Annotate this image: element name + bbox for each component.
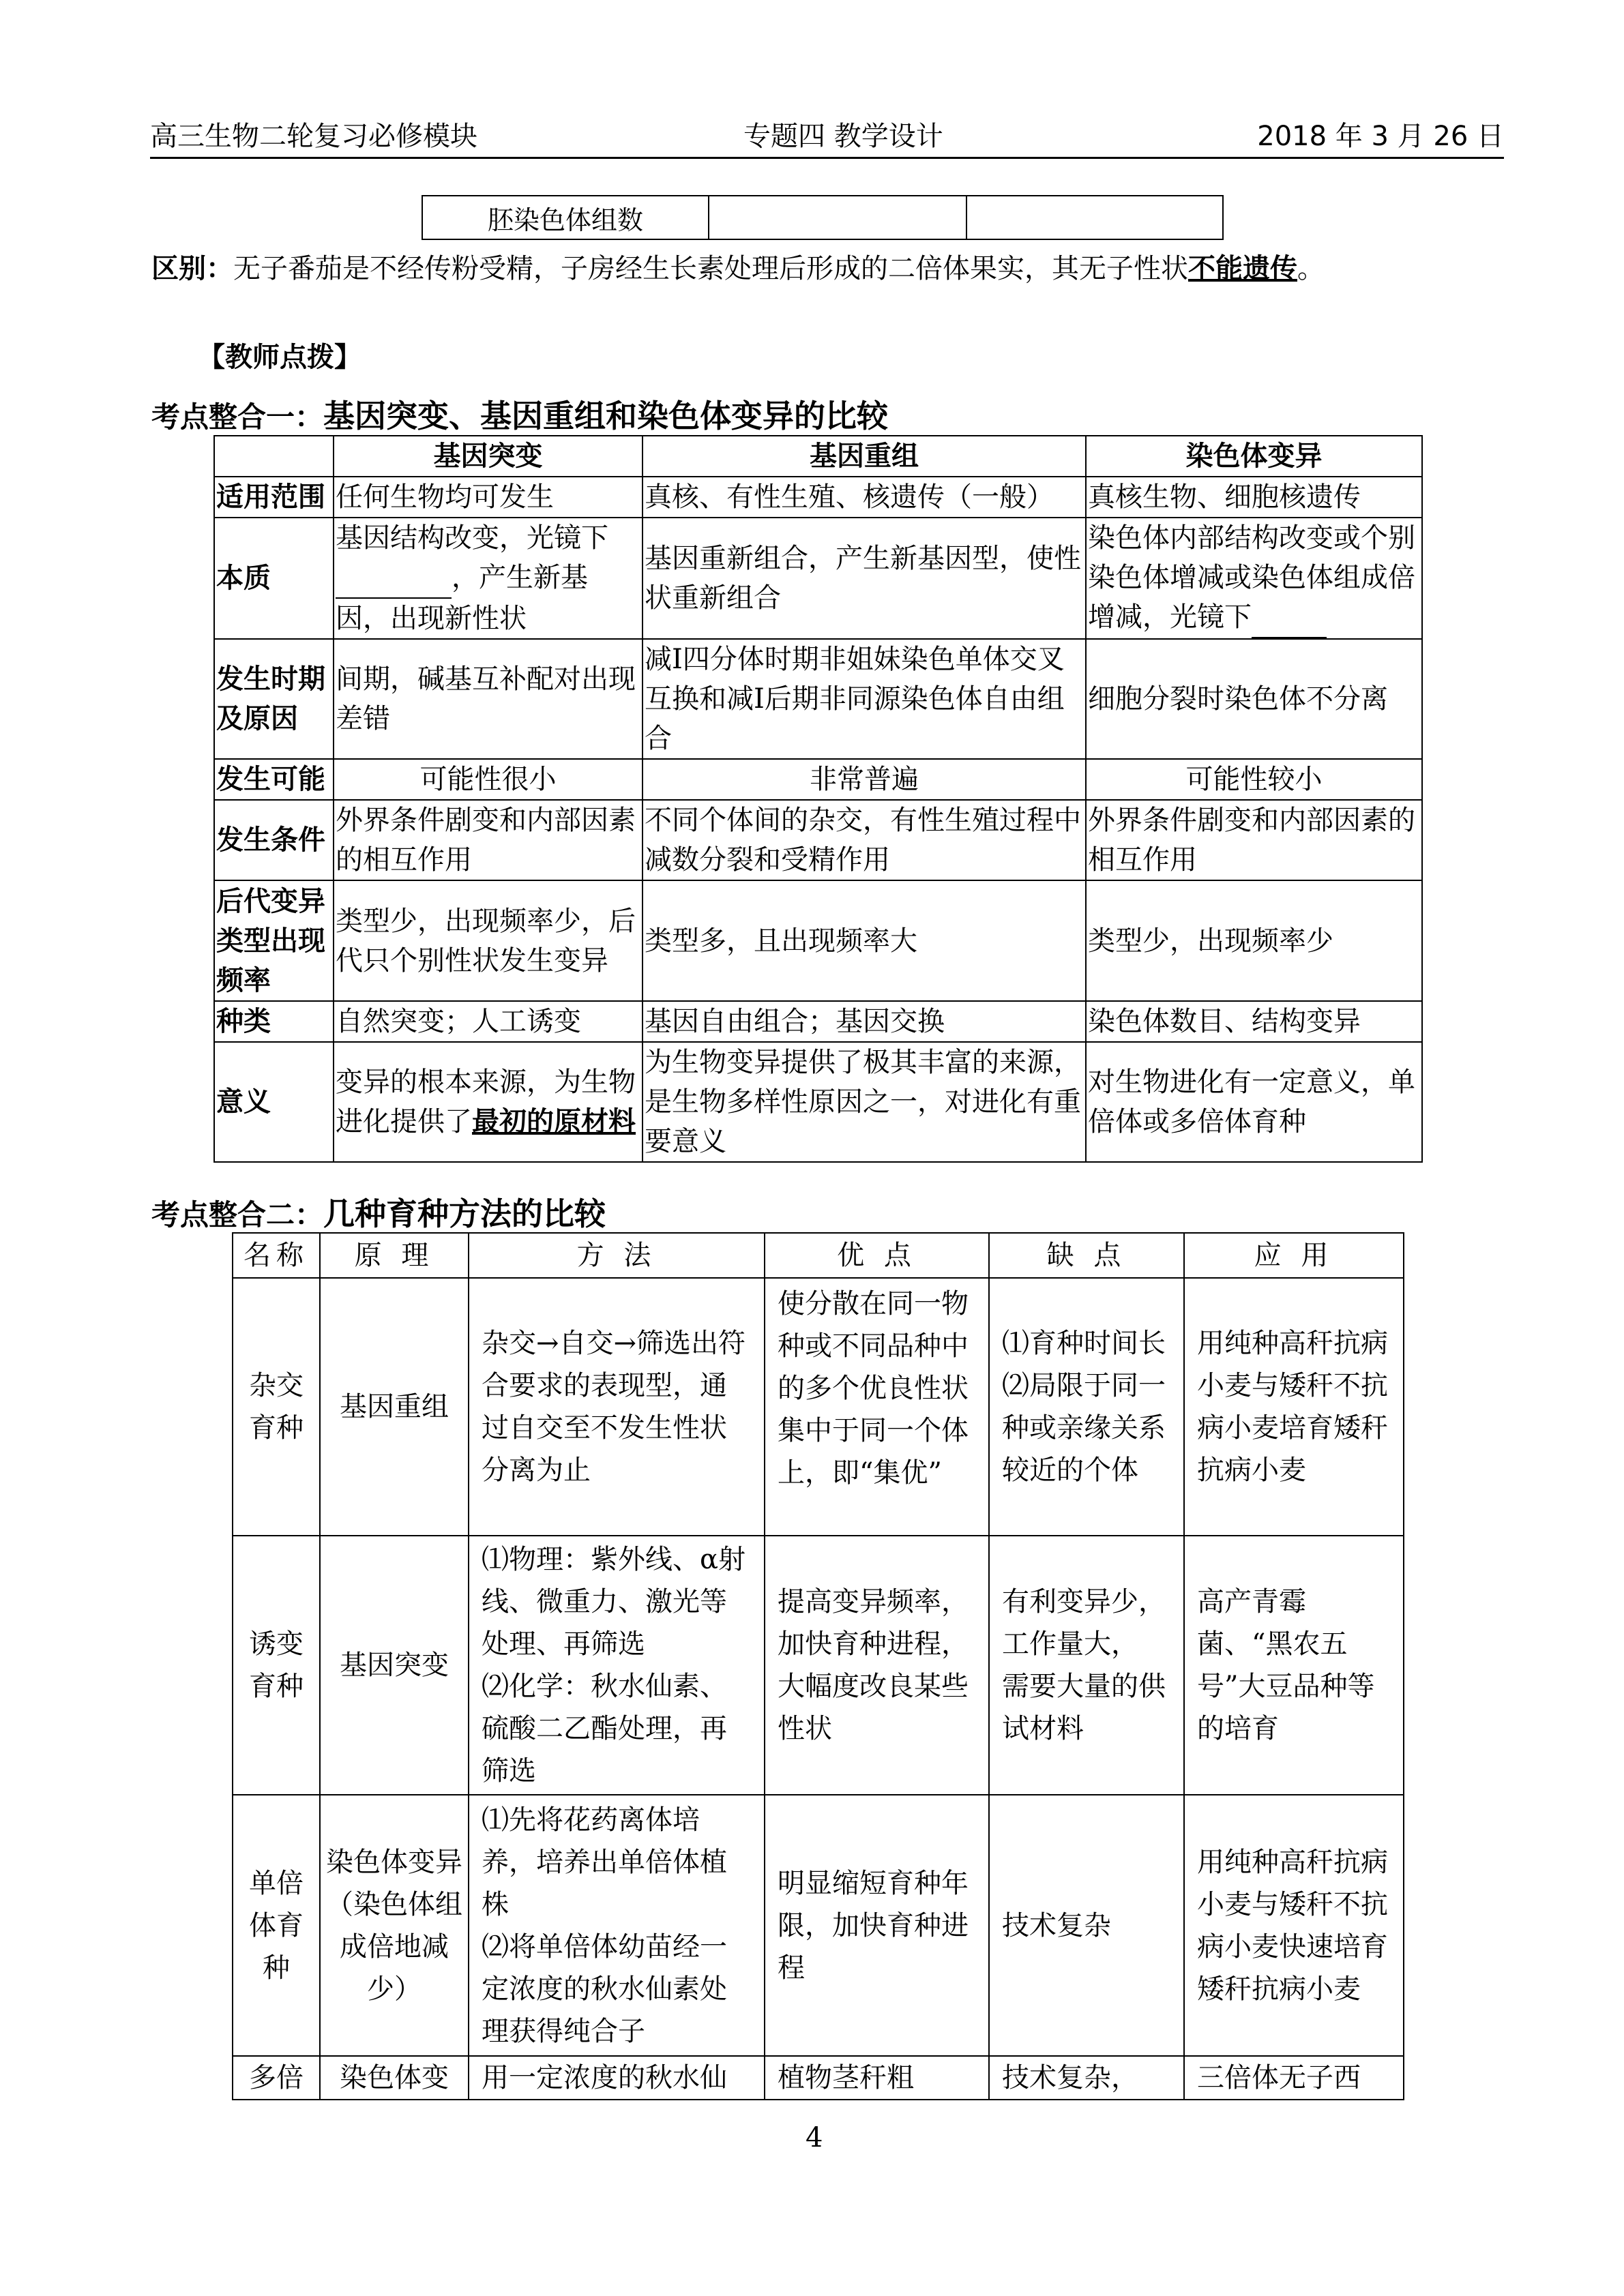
cell: 明显缩短育种年限，加快育种进程 [765,1795,989,2056]
blank-cell [709,196,966,239]
row-label: 意义 [214,1042,334,1162]
row-label: 胚染色体组数 [422,196,709,239]
table-row [233,1278,1404,1536]
cell: ⑴育种时间长 ⑵局限于同一种或亲缘关系较近的个体 [989,1278,1184,1536]
breeding-methods-table [232,1232,1404,2100]
difference-label: 区别： [151,253,233,284]
header-cell: 优 点 [765,1233,989,1278]
header-cell [214,436,334,477]
cell-text: 基因结构改变，光镜下 [336,522,608,554]
table-row [214,1001,1422,1042]
cell: 高产青霉菌、“黑农五号”大豆品种等的培育 [1184,1536,1404,1795]
cell: ⑴物理：紫外线、α射线、微重力、激光等处理、再筛选 ⑵化学：秋水仙素、硫酸二乙酯处理，再筛选 [469,1536,765,1795]
section2-prefix: 考点整合二： [151,1198,324,1232]
row-label: 后代变异类型出现频率 [214,880,334,1001]
cell: 类型少，出现频率少，后代只个别性状发生变异 [334,880,643,1001]
cell: 外界条件剧变和内部因素的相互作用 [1086,800,1422,880]
page-header [150,115,1504,155]
cell: 非常普遍 [643,759,1086,800]
row-label: 本质 [214,518,334,639]
cell: ⑴先将花药离体培养，培养出单倍体植株 ⑵将单倍体幼苗经一定浓度的秋水仙素处理获得纯合子 [469,1795,765,2056]
cell: 基因重新组合，产生新基因型，使性状重新组合 [643,518,1086,639]
table-row [233,1795,1404,2056]
table-row [214,518,1422,639]
header-divider [150,157,1504,159]
table-row [214,800,1422,880]
row-label: 发生时期及原因 [214,639,334,759]
cell-emphasis: 最初的原材料 [472,1106,636,1137]
header-cell: 方 法 [469,1233,765,1278]
fill-blank [336,558,452,599]
cell: 染色体变 [320,2056,469,2100]
cell: 用一定浓度的秋水仙 [469,2056,765,2100]
cell: 基因突变 [320,1536,469,1795]
cell: 对生物进化有一定意义，单倍体或多倍体育种 [1086,1042,1422,1162]
cell: 不同个体间的杂交，有性生殖过程中减数分裂和受精作用 [643,800,1086,880]
table-row [214,1042,1422,1162]
section2-title [151,1189,606,1234]
row-label: 发生可能 [214,759,334,800]
cell: 真核生物、细胞核遗传 [1086,477,1422,518]
cell [1086,518,1422,639]
header-cell: 名称 [233,1233,320,1278]
difference-end: 。 [1297,253,1325,284]
cell: 技术复杂， [989,2056,1184,2100]
cell: 杂交育种 [233,1278,320,1536]
cell: 类型少，出现频率少 [1086,880,1422,1001]
cell: 可能性很小 [334,759,643,800]
cell-text: ，产生新基因，出现新性状 [336,562,588,634]
table-row [233,1536,1404,1795]
cell: 真核、有性生殖、核遗传（一般） [643,477,1086,518]
cell: 类型多，且出现频率大 [643,880,1086,1001]
header-date: 2018 年 3 月 26 日 [1257,121,1504,152]
cell: 染色体变异（染色体组成倍地减少） [320,1795,469,2056]
variation-comparison-table [213,435,1423,1163]
cell: 诱变育种 [233,1536,320,1795]
cell: 植物茎秆粗 [765,2056,989,2100]
header-cell: 基因突变 [334,436,643,477]
embryo-chromosome-table [422,195,1224,240]
cell: 细胞分裂时染色体不分离 [1086,639,1422,759]
table-header-row [233,1233,1404,1278]
cell: 为生物变异提供了极其丰富的来源，是生物多样性原因之一，对进化有重要意义 [643,1042,1086,1162]
table-row [214,759,1422,800]
header-course: 高三生物二轮复习必修模块 [150,121,477,152]
cell: 多倍 [233,2056,320,2100]
cell-text: 染色体内部结构改变或个别染色体增减或染色体组成倍增减，光镜下 [1088,522,1415,633]
header-cell: 缺 点 [989,1233,1184,1278]
difference-emphasis: 不能遗传 [1188,253,1297,284]
cell: 用纯种高秆抗病小麦与矮秆不抗病小麦快速培育矮秆抗病小麦 [1184,1795,1404,2056]
table-row [214,639,1422,759]
table-row [233,2056,1404,2100]
fill-blank [1252,597,1327,638]
cell: 任何生物均可发生 [334,477,643,518]
header-cell: 原 理 [320,1233,469,1278]
header-cell: 应 用 [1184,1233,1404,1278]
cell [334,1042,643,1162]
cell: 可能性较小 [1086,759,1422,800]
difference-note [151,247,1325,286]
cell: 外界条件剧变和内部因素的相互作用 [334,800,643,880]
cell: 使分散在同一物种或不同品种中的多个优良性状集中于同一个体上，即“集优” [765,1278,989,1536]
cell: 间期，碱基互补配对出现差错 [334,639,643,759]
cell: 杂交→自交→筛选出符合要求的表现型，通过自交至不发生性状分离为止 [469,1278,765,1536]
cell: 用纯种高秆抗病小麦与矮秆不抗病小麦培育矮秆抗病小麦 [1184,1278,1404,1536]
difference-text: 无子番茄是不经传粉受精，子房经生长素处理后形成的二倍体果实，其无子性状 [233,253,1188,284]
cell-text: 变异的根本来源，为生物进化提供了 [336,1067,636,1137]
table-row [214,477,1422,518]
cell: 提高变异频率，加快育种进程，大幅度改良某些性状 [765,1536,989,1795]
cell [334,518,643,639]
cell: 三倍体无子西 [1184,2056,1404,2100]
cell: 染色体数目、结构变异 [1086,1001,1422,1042]
cell: 减Ⅰ四分体时期非姐妹染色单体交叉互换和减Ⅰ后期非同源染色体自由组合 [643,639,1086,759]
header-cell: 染色体变异 [1086,436,1422,477]
table-header-row [214,436,1422,477]
cell: 技术复杂 [989,1795,1184,2056]
page-number: 4 [806,2122,823,2153]
teacher-tip-heading: 【教师点拨】 [198,342,361,373]
row-label: 种类 [214,1001,334,1042]
cell: 基因自由组合；基因交换 [643,1001,1086,1042]
row-label: 适用范围 [214,477,334,518]
header-cell: 基因重组 [643,436,1086,477]
section1-prefix: 考点整合一： [151,400,324,434]
cell: 有利变异少，工作量大， 需要大量的供试材料 [989,1536,1184,1795]
section1-title [151,391,888,436]
row-label: 发生条件 [214,800,334,880]
section1-heading: 基因突变、基因重组和染色体变异的比较 [323,398,889,434]
section2-heading: 几种育种方法的比较 [323,1195,606,1232]
cell: 基因重组 [320,1278,469,1536]
blank-cell [966,196,1223,239]
cell: 自然突变；人工诱变 [334,1001,643,1042]
cell: 单倍体育种 [233,1795,320,2056]
table-row [214,880,1422,1001]
header-topic: 专题四 教学设计 [743,121,943,152]
table-row [422,196,1223,239]
